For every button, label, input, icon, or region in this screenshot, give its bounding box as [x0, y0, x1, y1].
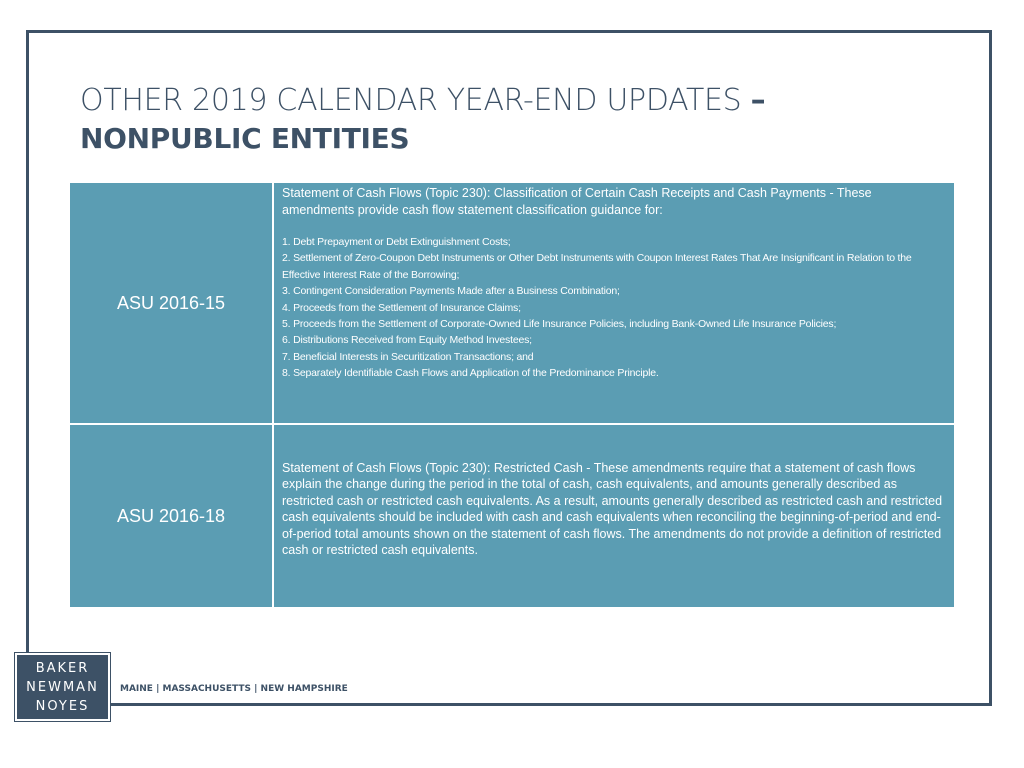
list-item: 6. Distributions Received from Equity Method Investees; [282, 334, 532, 347]
logo-line: NOYES [35, 698, 90, 714]
slide-title [80, 82, 940, 158]
asu-label: ASU 2016-15 [116, 292, 226, 313]
asu-text: Statement of Cash Flows (Topic 230): Restricted Cash - These amendments require that a statement of cash flows explain the change during the period in the total of cash, cash equivalents, and amounts generally described as restricted cash or restricted cash equivalents. As a result, amounts generally described as restricted cash and restricted cash equivalents should be included with cash and cash equivalents when reconciling the beginning-of-period and end-of-period total amounts shown on the statement of cash flows. The amendments do not provide a definition of restricted cash or restricted cash equivalents. [282, 460, 943, 557]
list-item: 7. Beneficial Interests in Securitization Transactions; and [282, 350, 534, 363]
title-line-2: NONPUBLIC ENTITIES [80, 122, 410, 155]
title-line-1 [80, 82, 940, 120]
list-item: 1. Debt Prepayment or Debt Extinguishment Costs; [282, 236, 511, 248]
list-item: 8. Separately Identifiable Cash Flows and Application of the Predominance Principle. [282, 367, 659, 380]
list-item: 3. Contingent Consideration Payments Made after a Business Combination; [282, 285, 620, 298]
list-item: 5. Proceeds from the Settlement of Corporate-Owned Life Insurance Policies, including Bank-Owned Life Insurance Policies; [282, 318, 837, 331]
column-divider [272, 183, 274, 607]
asu-label: ASU 2016-18 [116, 505, 226, 526]
guidance-list [282, 234, 946, 382]
asu-table [70, 183, 954, 607]
logo-line: NEWMAN [26, 679, 99, 695]
list-item: 2. Settlement of Zero-Coupon Debt Instruments or Other Debt Instruments with Coupon Interest Rates That Are Insignificant in Relation to the Effective Interest Rate of the Borrowing; [282, 252, 912, 281]
list-item: 4. Proceeds from the Settlement of Insurance Claims; [282, 301, 521, 314]
logo-line: BAKER [35, 660, 90, 676]
asu-intro: Statement of Cash Flows (Topic 230): Classification of Certain Cash Receipts and Cash Payments - These amendments provide cash flow statement classification guidance for: [282, 186, 872, 217]
table-row [70, 425, 954, 607]
asu-description [282, 425, 946, 607]
table-row [70, 183, 954, 423]
asu-description [282, 183, 946, 423]
company-logo [15, 653, 110, 721]
footer-locations: MAINE | MASSACHUSETTS | NEW HAMPSHIRE [120, 684, 348, 694]
title-text: OTHER 2019 CALENDAR YEAR-END UPDATES [80, 83, 742, 118]
title-dash: – [750, 83, 766, 118]
